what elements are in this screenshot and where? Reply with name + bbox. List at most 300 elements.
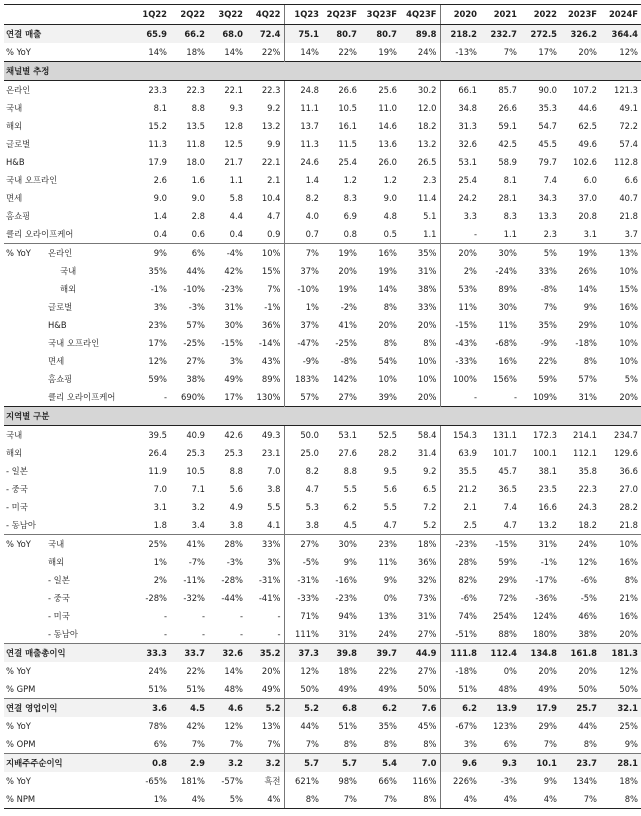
value-cell: 10.5: [338, 102, 357, 113]
value-cell: 13%: [261, 720, 281, 731]
value-cell: 12%: [578, 556, 597, 567]
value-cell: 72.4: [246, 25, 284, 44]
value-cell: 8.1: [503, 174, 517, 185]
value-cell: 26%: [578, 265, 597, 276]
value-cell: -: [239, 628, 243, 639]
value-cell: 20%: [538, 665, 557, 676]
row-label: [4, 589, 46, 607]
value-cell: 33%: [417, 301, 437, 312]
value-cell: 37.0: [578, 192, 597, 203]
value-cell: 26.5: [417, 156, 437, 167]
value-cell: 15.2: [148, 120, 167, 131]
row-label: [4, 607, 46, 625]
value-cell: 9%: [132, 244, 170, 263]
value-cell: 7%: [543, 738, 557, 749]
value-cell: 22%: [538, 355, 557, 366]
value-cell: 234.7: [614, 429, 638, 440]
value-cell: 181%: [181, 775, 205, 786]
row-label: [4, 262, 46, 280]
value-cell: 65.9: [132, 25, 170, 44]
value-cell: -1%: [150, 283, 167, 294]
value-cell: 14%: [148, 46, 167, 57]
row-sublabel: - 중국: [48, 592, 70, 603]
value-cell: 22.1: [261, 156, 281, 167]
column-header: 2Q22: [170, 5, 208, 25]
value-cell: 54.7: [538, 120, 557, 131]
value-cell: 32.1: [600, 699, 641, 718]
row-label: [4, 334, 46, 352]
value-cell: 6.2: [343, 501, 357, 512]
value-cell: 18%: [619, 775, 638, 786]
table-row: [4, 370, 641, 388]
value-cell: -: [163, 628, 167, 639]
value-cell: 26.0: [378, 156, 397, 167]
value-cell: 흑전: [264, 775, 281, 786]
value-cell: 25.3: [224, 447, 243, 458]
value-cell: 32.6: [440, 135, 480, 153]
value-cell: -: [163, 610, 167, 621]
value-cell: 20%: [417, 391, 437, 402]
value-cell: 8%: [423, 738, 437, 749]
value-cell: 0%: [383, 592, 397, 603]
value-cell: 7.2: [423, 501, 437, 512]
value-cell: 29%: [498, 574, 517, 585]
value-cell: 100%: [440, 370, 480, 388]
value-cell: 29%: [578, 319, 597, 330]
table-row: [4, 444, 641, 462]
value-cell: 214.1: [573, 429, 597, 440]
table-row: [4, 462, 641, 480]
value-cell: -6%: [580, 574, 597, 585]
value-cell: 8%: [423, 337, 437, 348]
row-label: % GPM: [6, 683, 36, 694]
value-cell: 85.7: [498, 84, 517, 95]
value-cell: 1.2: [343, 174, 357, 185]
value-cell: 24.8: [284, 81, 322, 100]
value-cell: 8.8: [229, 465, 243, 476]
value-cell: -41%: [258, 592, 281, 603]
value-cell: 6.8: [322, 699, 360, 718]
value-cell: 8%: [600, 790, 641, 809]
value-cell: 5%: [520, 244, 560, 263]
value-cell: 9.0: [153, 192, 167, 203]
value-cell: 27%: [186, 355, 205, 366]
value-cell: 26.6: [338, 84, 357, 95]
value-cell: 22.1: [224, 84, 243, 95]
value-cell: 51%: [338, 720, 357, 731]
value-cell: 38%: [186, 373, 205, 384]
value-cell: 17%: [538, 46, 557, 57]
value-cell: 0.5: [383, 228, 397, 239]
value-cell: 2.3: [543, 228, 557, 239]
value-cell: 10%: [619, 265, 638, 276]
table-row: [4, 680, 641, 699]
value-cell: 7%: [284, 244, 322, 263]
value-cell: -10%: [183, 283, 205, 294]
table-row: [4, 117, 641, 135]
value-cell: 1.6: [191, 174, 205, 185]
value-cell: 39.7: [360, 644, 400, 663]
value-cell: 7.0: [267, 465, 281, 476]
value-cell: 9.3: [229, 102, 243, 113]
table-row: [4, 772, 641, 790]
value-cell: 28.1: [600, 754, 641, 773]
value-cell: 3.8: [267, 483, 281, 494]
row-label: [4, 280, 46, 298]
value-cell: 6.2: [360, 699, 400, 718]
row-label: 면세: [6, 192, 23, 203]
value-cell: 12%: [619, 46, 638, 57]
value-cell: 57.4: [619, 138, 638, 149]
value-cell: -23%: [440, 535, 480, 554]
value-cell: 4.7: [267, 210, 281, 221]
value-cell: 5.3: [284, 498, 322, 516]
value-cell: -2%: [340, 301, 357, 312]
value-cell: 33.3: [132, 644, 170, 663]
value-cell: -57%: [221, 775, 243, 786]
value-cell: 326.2: [560, 25, 600, 44]
table-row: [4, 498, 641, 516]
row-sublabel: 해외: [60, 283, 77, 294]
value-cell: 72%: [498, 592, 517, 603]
value-cell: -28%: [145, 592, 167, 603]
value-cell: 14%: [578, 283, 597, 294]
value-cell: 68.0: [208, 25, 246, 44]
value-cell: 6.9: [343, 210, 357, 221]
row-label: 연결 매출: [4, 25, 132, 44]
value-cell: 5.4: [360, 754, 400, 773]
value-cell: 62.5: [578, 120, 597, 131]
table-row: [4, 189, 641, 207]
value-cell: -9%: [284, 352, 322, 370]
row-sublabel: - 일본: [48, 574, 70, 585]
value-cell: 7.4: [543, 174, 557, 185]
value-cell: 57%: [578, 373, 597, 384]
value-cell: 49%: [538, 683, 557, 694]
value-cell: -15%: [480, 535, 520, 554]
value-cell: 161.8: [560, 644, 600, 663]
value-cell: 44%: [284, 717, 322, 735]
value-cell: 50%: [578, 683, 597, 694]
value-cell: 123%: [493, 720, 517, 731]
value-cell: -3%: [500, 775, 517, 786]
value-cell: 18%: [186, 46, 205, 57]
value-cell: 12%: [148, 355, 167, 366]
table-row: [4, 244, 641, 263]
value-cell: 3.4: [191, 519, 205, 530]
value-cell: 10.4: [261, 192, 281, 203]
value-cell: 35%: [400, 244, 440, 263]
value-cell: 66.2: [170, 25, 208, 44]
value-cell: 28.2: [378, 447, 397, 458]
value-cell: 66%: [378, 775, 397, 786]
value-cell: 73%: [417, 592, 437, 603]
value-cell: 1.1: [503, 228, 517, 239]
value-cell: 2%: [440, 262, 480, 280]
value-cell: 1.2: [383, 174, 397, 185]
value-cell: 49%: [338, 683, 357, 694]
value-cell: 24%: [417, 46, 437, 57]
value-cell: 0.7: [284, 225, 322, 244]
value-cell: 22%: [338, 46, 357, 57]
value-cell: 8%: [583, 355, 597, 366]
value-cell: 1%: [153, 556, 167, 567]
value-cell: 25.4: [338, 156, 357, 167]
value-cell: 88%: [498, 628, 517, 639]
row-label: % OPM: [6, 738, 36, 749]
row-label: - 동남아: [6, 519, 36, 530]
value-cell: 0%: [503, 665, 517, 676]
row-label: 국내 오프라인: [6, 174, 58, 185]
value-cell: 7%: [360, 790, 400, 809]
section-title: 지역별 구분: [4, 407, 641, 426]
value-cell: 42%: [186, 720, 205, 731]
column-header: 2024F: [600, 5, 641, 25]
value-cell: 7%: [229, 738, 243, 749]
value-cell: 49%: [224, 373, 243, 384]
value-cell: 11.3: [148, 138, 167, 149]
value-cell: 16.1: [338, 120, 357, 131]
value-cell: -44%: [221, 592, 243, 603]
column-header: 4Q22: [246, 5, 284, 25]
value-cell: 22.3: [578, 483, 597, 494]
value-cell: 10%: [378, 373, 397, 384]
value-cell: -: [277, 610, 281, 621]
value-cell: 121.3: [614, 84, 638, 95]
value-cell: 59%: [538, 373, 557, 384]
value-cell: 102.6: [573, 156, 597, 167]
value-cell: 10%: [600, 535, 641, 554]
value-cell: 8%: [583, 738, 597, 749]
value-cell: 20%: [619, 391, 638, 402]
value-cell: 53.1: [338, 429, 357, 440]
value-cell: 31%: [417, 610, 437, 621]
value-cell: -24%: [495, 265, 517, 276]
value-cell: 8%: [343, 738, 357, 749]
value-cell: 8.2: [284, 462, 322, 480]
value-cell: 49%: [378, 683, 397, 694]
value-cell: 20%: [417, 319, 437, 330]
value-cell: 35%: [148, 265, 167, 276]
value-cell: 22%: [378, 665, 397, 676]
value-cell: 7%: [191, 738, 205, 749]
value-cell: 58.4: [417, 429, 437, 440]
table-row: [4, 699, 641, 718]
value-cell: 41%: [338, 319, 357, 330]
value-cell: -68%: [495, 337, 517, 348]
value-cell: 44.6: [578, 102, 597, 113]
value-cell: 5.6: [229, 483, 243, 494]
table-row: [4, 735, 641, 754]
value-cell: 4.5: [343, 519, 357, 530]
value-cell: 13.2: [538, 519, 557, 530]
value-cell: 48%: [498, 683, 517, 694]
value-cell: -8%: [340, 355, 357, 366]
value-cell: 36%: [417, 556, 437, 567]
table-row: [4, 790, 641, 809]
value-cell: 44.9: [400, 644, 440, 663]
table-row: [4, 334, 641, 352]
value-cell: 12.5: [224, 138, 243, 149]
value-cell: 19%: [338, 283, 357, 294]
value-cell: 18%: [400, 535, 440, 554]
value-cell: 18%: [338, 665, 357, 676]
value-cell: 3.2: [191, 501, 205, 512]
financial-table-sheet: [4, 4, 638, 812]
row-label: % YoY: [6, 46, 31, 57]
value-cell: -33%: [440, 352, 480, 370]
value-cell: -1%: [540, 556, 557, 567]
value-cell: 0.4: [153, 228, 167, 239]
value-cell: 71%: [284, 607, 322, 625]
value-cell: 6.6: [624, 174, 638, 185]
value-cell: 13.2: [417, 138, 437, 149]
value-cell: 17.9: [520, 699, 560, 718]
value-cell: 23%: [148, 319, 167, 330]
value-cell: -5%: [580, 592, 597, 603]
column-header: 4Q23F: [400, 5, 440, 25]
value-cell: 9.2: [267, 102, 281, 113]
value-cell: 79.7: [538, 156, 557, 167]
value-cell: 4.6: [208, 699, 246, 718]
value-cell: 6%: [153, 738, 167, 749]
value-cell: 45.5: [538, 138, 557, 149]
value-cell: 30%: [322, 535, 360, 554]
value-cell: -11%: [183, 574, 205, 585]
table-row: [4, 644, 641, 663]
value-cell: 51%: [440, 680, 480, 699]
value-cell: 3%: [440, 735, 480, 754]
value-cell: 10%: [417, 355, 437, 366]
table-row: [4, 754, 641, 773]
value-cell: -10%: [284, 280, 322, 298]
value-cell: 4.9: [229, 501, 243, 512]
row-label: 국내: [6, 102, 23, 113]
table-row: [4, 43, 641, 62]
value-cell: 15%: [619, 283, 638, 294]
row-sublabel: 국내 오프라인: [48, 337, 100, 348]
value-cell: 18.2: [578, 519, 597, 530]
value-cell: 25%: [619, 720, 638, 731]
value-cell: -13%: [440, 43, 480, 62]
value-cell: 3.3: [440, 207, 480, 225]
value-cell: 10%: [246, 244, 284, 263]
value-cell: 18.0: [186, 156, 205, 167]
value-cell: 35%: [538, 319, 557, 330]
value-cell: 111%: [284, 625, 322, 644]
value-cell: 33.7: [170, 644, 208, 663]
value-cell: 232.7: [480, 25, 520, 44]
row-sublabel: 홈쇼핑: [48, 373, 73, 384]
value-cell: 3.2: [208, 754, 246, 773]
value-cell: 27%: [338, 391, 357, 402]
value-cell: 30.2: [417, 84, 437, 95]
value-cell: 3.8: [229, 519, 243, 530]
column-header: 2023F: [560, 5, 600, 25]
value-cell: 8%: [400, 790, 440, 809]
value-cell: 36%: [261, 319, 281, 330]
row-label: % YoY: [6, 775, 31, 786]
value-cell: 8.8: [343, 465, 357, 476]
row-label: H&B: [6, 156, 25, 167]
value-cell: 9.3: [480, 754, 520, 773]
value-cell: -43%: [440, 334, 480, 352]
table-row: [4, 352, 641, 370]
value-cell: 9%: [343, 556, 357, 567]
value-cell: 1.1: [229, 174, 243, 185]
value-cell: 20.8: [578, 210, 597, 221]
value-cell: 30%: [224, 319, 243, 330]
value-cell: 6.5: [423, 483, 437, 494]
value-cell: 10%: [619, 355, 638, 366]
value-cell: 7.0: [400, 754, 440, 773]
table-row: [4, 99, 641, 117]
table-row: [4, 207, 641, 225]
value-cell: 49.6: [578, 138, 597, 149]
value-cell: 5.8: [229, 192, 243, 203]
value-cell: 78%: [148, 720, 167, 731]
value-cell: 57%: [186, 319, 205, 330]
value-cell: 4%: [440, 790, 480, 809]
value-cell: 24.2: [440, 189, 480, 207]
table-row: [4, 553, 641, 571]
value-cell: 5.1: [423, 210, 437, 221]
value-cell: 254%: [493, 610, 517, 621]
value-cell: 66.1: [440, 81, 480, 100]
value-cell: 1.4: [153, 210, 167, 221]
value-cell: 12.8: [224, 120, 243, 131]
table-row: [4, 426, 641, 445]
value-cell: 13.6: [378, 138, 397, 149]
value-cell: 6.2: [440, 699, 480, 718]
row-sublabel: - 미국: [48, 610, 70, 621]
value-cell: 29%: [538, 720, 557, 731]
value-cell: 9%: [383, 574, 397, 585]
value-cell: 44%: [578, 720, 597, 731]
value-cell: 37.3: [284, 644, 322, 663]
value-cell: 24.3: [578, 501, 597, 512]
value-cell: 4.0: [284, 207, 322, 225]
row-sublabel: 클리 오라이프케어: [48, 391, 116, 402]
section-header-row: [4, 407, 641, 426]
value-cell: -25%: [183, 337, 205, 348]
value-cell: 39%: [378, 391, 397, 402]
table-row: [4, 717, 641, 735]
row-label: [4, 316, 46, 334]
value-cell: 11.1: [284, 99, 322, 117]
value-cell: -25%: [335, 337, 357, 348]
value-cell: 31%: [338, 628, 357, 639]
value-cell: 21%: [619, 592, 638, 603]
value-cell: -: [440, 225, 480, 244]
row-label: 온라인: [6, 84, 31, 95]
value-cell: 14%: [224, 46, 243, 57]
value-cell: 6%: [170, 244, 208, 263]
row-label: 해외: [6, 120, 23, 131]
value-cell: 14.6: [378, 120, 397, 131]
value-cell: 24%: [378, 628, 397, 639]
value-cell: 4.5: [170, 699, 208, 718]
value-cell: 25.0: [284, 444, 322, 462]
value-cell: 10%: [417, 373, 437, 384]
value-cell: -: [277, 628, 281, 639]
value-cell: 21.7: [224, 156, 243, 167]
value-cell: 20%: [440, 244, 480, 263]
value-cell: 8.1: [153, 102, 167, 113]
value-cell: 27%: [417, 665, 437, 676]
value-cell: 19%: [378, 46, 397, 57]
value-cell: 621%: [284, 772, 322, 790]
